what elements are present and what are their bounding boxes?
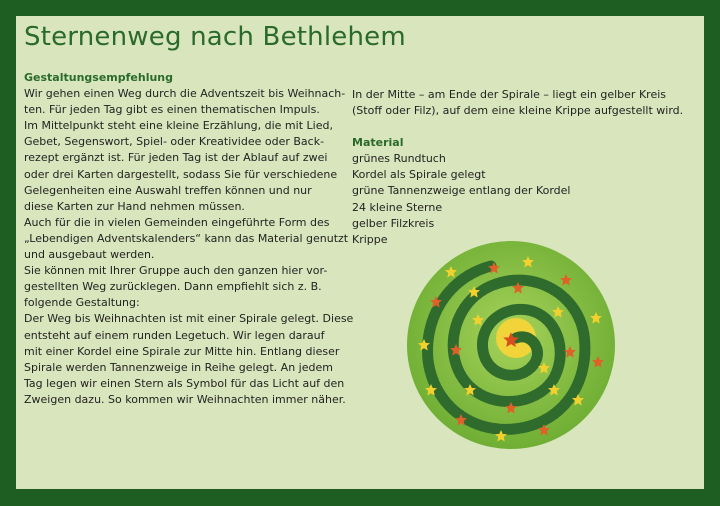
section-heading-gestaltung: Gestaltungsempfehlung [24, 71, 174, 84]
left-column [24, 70, 354, 408]
material-item: 24 kleine Sterne [352, 200, 443, 214]
text-line: diese Karten zur Hand nehmen müssen. [24, 199, 245, 213]
text-line: und ausgebaut werden. [24, 248, 155, 262]
text-line: Im Mittelpunkt steht eine kleine Erzählung, die mit Lied, [24, 119, 333, 133]
material-item: grünes Rundtuch [352, 152, 446, 166]
text-line: In der Mitte – am Ende der Spirale – liegt ein gelber Kreis [352, 88, 666, 101]
text-line: (Stoff oder Filz), auf dem eine kleine Krippe aufgestellt wird. [352, 104, 684, 118]
text-line: ten. Für jeden Tag gibt es einen thematischen Impuls. [24, 103, 320, 117]
material-item: Kordel als Spirale gelegt [352, 168, 486, 182]
text-line: Spirale werden Tannenzweige in Reihe gelegt. An jedem [24, 360, 333, 374]
star-spiral-illustration [406, 240, 616, 450]
text-line: Auch für die in vielen Gemeinden eingeführte Form des [24, 215, 330, 229]
text-line: Gebet, Segenswort, Spiel- oder Kreativideе oder Back- [24, 135, 325, 149]
text-line: Der Weg bis Weihnachten ist mit einer Spirale gelegt. Diese [24, 312, 354, 326]
right-column [352, 87, 684, 248]
text-line: Tag legen wir einen Stern als Symbol für das Licht auf den [24, 376, 345, 390]
text-line: gestellten Weg zurücklegen. Dann empfiehlt sich z. B. [24, 280, 322, 294]
material-item: Krippe [352, 232, 388, 246]
text-line: oder drei Karten dargestellt, sodass Sie für verschiedene [24, 167, 338, 181]
text-line: Gelegenheiten eine Auswahl treffen können und nur [24, 183, 312, 197]
page-title: Sternenweg nach Bethlehem [24, 22, 406, 52]
text-line: rezept ergänzt ist. Für jeden Tag ist der Ablauf auf zwei [24, 151, 328, 165]
text-line: mit einer Kordel eine Spirale zur Mitte hin. Entlang dieser [24, 344, 340, 358]
text-line: Zweigen dazu. So kommen wir Weihnachten immer näher. [24, 392, 346, 406]
text-line: entsteht auf einem runden Legetuch. Wir legen darauf [24, 328, 325, 342]
material-item: gelber Filzkreis [352, 216, 435, 230]
text-line: Sie können mit Ihrer Gruppe auch den ganzen hier vor- [24, 264, 328, 278]
text-line: folgende Gestaltung: [24, 296, 140, 310]
material-item: grüne Tannenzweige entlang der Kordel [352, 184, 571, 198]
section-heading-material: Material [352, 136, 404, 150]
text-line: Wir gehen einen Weg durch die Adventszeit bis Weihnach- [24, 87, 346, 101]
text-line: „Lebendigen Adventskalenders“ kann das Material genutzt [24, 231, 349, 245]
